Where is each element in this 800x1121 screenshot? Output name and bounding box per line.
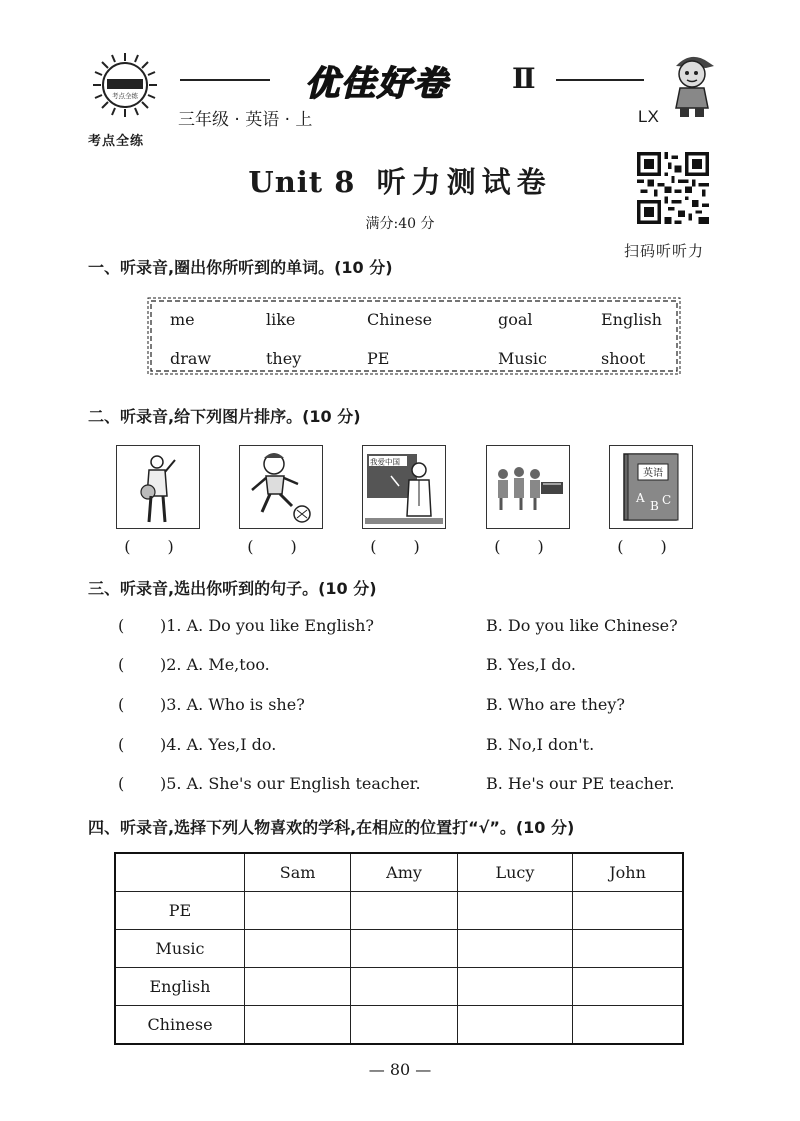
tick-cell[interactable] (245, 1006, 351, 1045)
svg-text:C: C (662, 493, 672, 507)
tick-cell[interactable] (573, 930, 683, 968)
row-header: Music (115, 930, 245, 968)
option-a: )4. A. Yes,I do. (160, 735, 277, 754)
column-header: John (573, 853, 683, 892)
answer-blank[interactable]: ( (118, 655, 125, 674)
column-header: Sam (245, 853, 351, 892)
word-option[interactable]: they (266, 349, 302, 368)
tick-cell[interactable] (351, 1006, 458, 1045)
section-1-title: 一、听录音,圈出你所听到的单词。(10 分) (88, 258, 393, 277)
answer-blank[interactable]: ( (118, 735, 125, 754)
tick-cell[interactable] (351, 968, 458, 1006)
tick-cell[interactable] (245, 892, 351, 930)
svg-text:B: B (650, 499, 659, 513)
word-option[interactable]: goal (498, 310, 533, 329)
table-row (115, 930, 683, 968)
section-2-title: 二、听录音,给下列图片排序。(10 分) (88, 407, 361, 426)
order-blank[interactable]: ( ) (247, 537, 313, 556)
series-title: 优佳好卷 (305, 64, 449, 104)
mascot-boy-icon (662, 48, 720, 118)
table-row (115, 892, 683, 930)
header-rule-right (556, 79, 644, 81)
boy-kicking-ball-icon (240, 446, 322, 528)
picture-card-1 (116, 445, 200, 529)
badge-caption: 考点全练 (88, 134, 145, 149)
tick-cell[interactable] (245, 968, 351, 1006)
answer-blank[interactable]: ( (118, 774, 125, 793)
tick-cell[interactable] (457, 930, 572, 968)
order-blank[interactable]: ( ) (617, 537, 683, 556)
table-corner-cell (115, 853, 245, 892)
table-row (115, 1006, 683, 1045)
series-volume: Ⅱ (512, 62, 536, 95)
answer-blank[interactable]: ( (118, 695, 125, 714)
option-a: )2. A. Me,too. (160, 655, 270, 674)
row-header: PE (115, 892, 245, 930)
tick-cell[interactable] (573, 968, 683, 1006)
word-option[interactable]: Chinese (367, 310, 433, 329)
word-option[interactable]: Music (498, 349, 547, 368)
tick-cell[interactable] (351, 892, 458, 930)
english-book-icon (610, 446, 692, 528)
picture-card-5 (609, 445, 693, 529)
word-option[interactable]: PE (367, 349, 390, 368)
row-header: Chinese (115, 1006, 245, 1045)
page-number: — 80 — (368, 1060, 432, 1079)
basketball-player-icon (117, 446, 199, 528)
order-blank[interactable]: ( ) (370, 537, 436, 556)
row-header: English (115, 968, 245, 1006)
table-header-row (115, 853, 683, 892)
section-4-title: 四、听录音,选择下列人物喜欢的学科,在相应的位置打“√”。(10 分) (88, 818, 575, 837)
option-b: B. Yes,I do. (486, 655, 576, 674)
column-header: Lucy (457, 853, 572, 892)
tick-cell[interactable] (573, 1006, 683, 1045)
qr-code-icon[interactable] (637, 152, 709, 224)
series-badge-logo (92, 52, 158, 118)
edition-code: LX (638, 107, 659, 126)
section-3-title: 三、听录音,选出你听到的句子。(10 分) (88, 579, 377, 598)
svg-text:A: A (636, 491, 645, 505)
music-class-icon (487, 446, 569, 528)
option-a: )3. A. Who is she? (160, 695, 305, 714)
svg-text:考点全练: 考点全练 (112, 92, 138, 100)
tick-cell[interactable] (457, 892, 572, 930)
option-b: B. Do you like Chinese? (486, 616, 678, 635)
order-blank[interactable]: ( ) (124, 537, 190, 556)
picture-card-3 (362, 445, 446, 529)
test-name: 听力测试卷 (376, 165, 552, 199)
svg-text:英语: 英语 (643, 468, 663, 479)
order-blank[interactable]: ( ) (494, 537, 560, 556)
tick-cell[interactable] (457, 968, 572, 1006)
table-row (115, 968, 683, 1006)
option-a: )1. A. Do you like English? (160, 616, 374, 635)
word-option[interactable]: like (266, 310, 296, 329)
subject-table (114, 852, 684, 1045)
unit-label: Unit 8 (248, 165, 356, 199)
word-option[interactable]: me (170, 310, 195, 329)
svg-text:我爱中国: 我爱中国 (370, 457, 400, 467)
option-b: B. No,I don't. (486, 735, 595, 754)
header-rule-left (180, 79, 270, 81)
word-option[interactable]: shoot (601, 349, 646, 368)
option-b: B. He's our PE teacher. (486, 774, 675, 793)
answer-blank[interactable]: ( (118, 616, 125, 635)
word-option[interactable]: draw (170, 349, 212, 368)
tick-cell[interactable] (457, 1006, 572, 1045)
option-a: )5. A. She's our English teacher. (160, 774, 421, 793)
qr-caption: 扫码听听力 (624, 242, 705, 260)
picture-card-2 (239, 445, 323, 529)
grade-subject-line: 三年级 · 英语 · 上 (178, 110, 313, 130)
tick-cell[interactable] (573, 892, 683, 930)
full-score: 满分:40 分 (365, 216, 435, 232)
tick-cell[interactable] (245, 930, 351, 968)
teacher-blackboard-icon (363, 446, 445, 528)
word-option[interactable]: English (601, 310, 662, 329)
picture-card-4 (486, 445, 570, 529)
option-b: B. Who are they? (486, 695, 625, 714)
column-header: Amy (351, 853, 458, 892)
tick-cell[interactable] (351, 930, 458, 968)
